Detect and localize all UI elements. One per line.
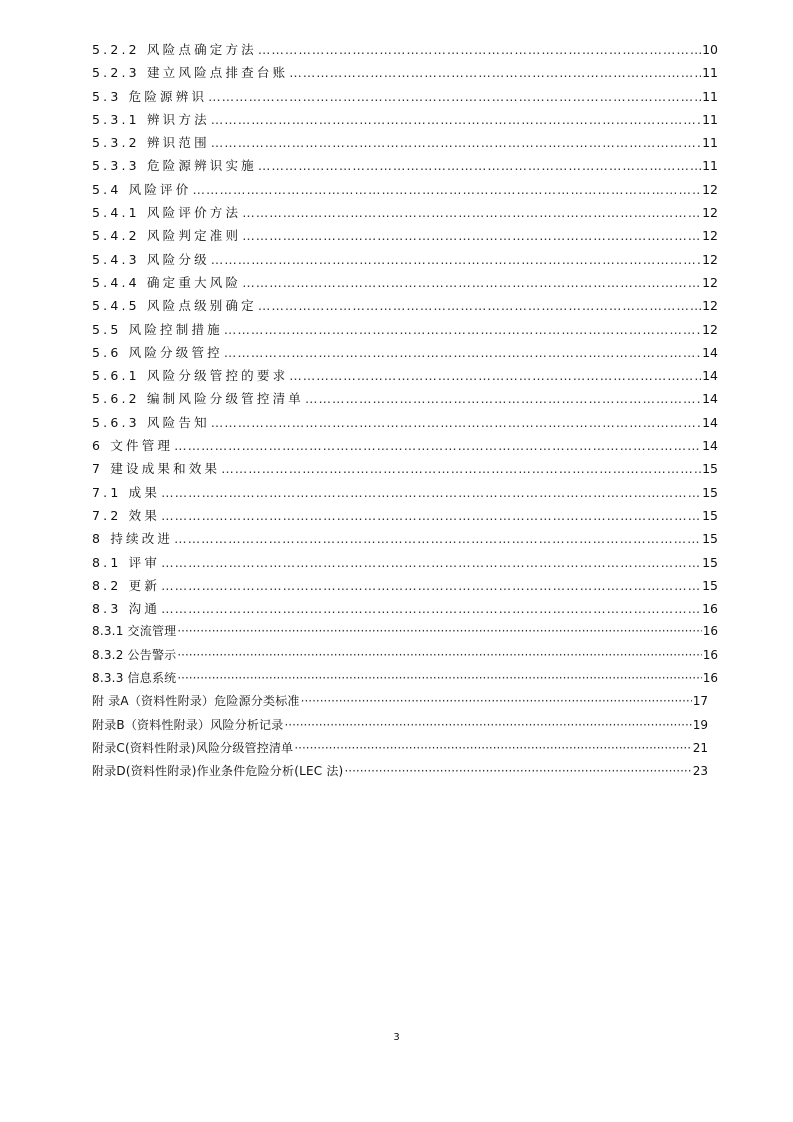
toc-entry-page: 10 xyxy=(702,42,718,57)
toc-entry-page: 15 xyxy=(702,507,718,523)
toc-entry-title: 8.3.2 公告警示 xyxy=(92,647,177,662)
toc-entry[interactable] xyxy=(92,273,718,296)
toc-entry-title: 8.3.3 信息系统 xyxy=(92,671,177,686)
toc-entry[interactable] xyxy=(92,250,718,273)
toc-entry-title: 5.4 风险评价 xyxy=(92,181,192,197)
toc-entry-page: 15 xyxy=(702,554,718,570)
dot-leader xyxy=(211,135,701,150)
toc-entry-page: 12 xyxy=(702,205,718,221)
toc-entry-title: 8.3.1 交流管理 xyxy=(92,624,177,639)
dot-leader xyxy=(208,89,701,104)
dot-leader xyxy=(242,228,701,243)
toc-entry[interactable] xyxy=(92,622,718,645)
toc-entry-page: 14 xyxy=(702,344,718,360)
toc-entry-page: 12 xyxy=(702,298,718,314)
dot-leader xyxy=(258,158,701,173)
dot-leader xyxy=(177,624,701,638)
toc-entry-title: 5.3 危险源辨识 xyxy=(92,88,208,104)
dot-leader xyxy=(211,415,701,430)
toc-entry-page: 19 xyxy=(692,717,708,732)
dot-leader xyxy=(301,694,692,708)
toc-entry[interactable] xyxy=(92,413,718,436)
toc-entry-page: 14 xyxy=(702,414,718,430)
toc-entry[interactable] xyxy=(92,63,718,86)
toc-entry-title: 6 文件管理 xyxy=(92,438,174,454)
page-number: 3 xyxy=(393,1032,400,1043)
dot-leader xyxy=(242,205,701,220)
dot-leader xyxy=(174,531,701,546)
toc-entry[interactable] xyxy=(92,553,718,576)
toc-entry-page: 15 xyxy=(702,461,718,477)
toc-entry-page: 16 xyxy=(702,601,718,617)
toc-entry[interactable] xyxy=(92,366,718,389)
dot-leader xyxy=(161,508,701,523)
toc-entry-page: 11 xyxy=(702,158,718,174)
toc-entry-page: 16 xyxy=(702,671,718,686)
toc-entry-title: 8 持续改进 xyxy=(92,531,174,547)
toc-entry[interactable] xyxy=(92,40,718,63)
dot-leader xyxy=(192,182,701,197)
toc-entry-page: 11 xyxy=(702,111,718,127)
toc-entry[interactable] xyxy=(92,483,718,506)
dot-leader xyxy=(258,42,701,57)
dot-leader xyxy=(284,718,691,732)
toc-entry[interactable] xyxy=(92,692,708,715)
dot-leader xyxy=(289,368,701,383)
toc-entry-page: 11 xyxy=(702,88,718,104)
toc-entry-page: 21 xyxy=(692,740,708,755)
toc-entry[interactable] xyxy=(92,716,708,739)
toc-entry-page: 15 xyxy=(702,484,718,500)
toc-entry-title: 7 建设成果和效果 xyxy=(92,461,221,477)
toc-entry[interactable] xyxy=(92,110,718,133)
toc-entry-title: 5.4.5 风险点级别确定 xyxy=(92,298,257,314)
toc-entry-page: 15 xyxy=(702,577,718,593)
toc-entry-page: 16 xyxy=(702,624,718,639)
toc-entry-title: 8.2 更新 xyxy=(92,577,161,593)
toc-entry[interactable] xyxy=(92,203,718,226)
toc-entry-title: 附录B（资料性附录）风险分析记录 xyxy=(92,717,284,732)
toc-entry[interactable] xyxy=(92,436,718,459)
toc-entry-title: 附录D(资料性附录)作业条件危险分析(LEC 法) xyxy=(92,764,344,779)
toc-entry-page: 14 xyxy=(702,368,718,384)
toc-entry[interactable] xyxy=(92,87,718,110)
dot-leader xyxy=(258,298,701,313)
dot-leader xyxy=(211,252,701,267)
toc-entry[interactable] xyxy=(92,180,718,203)
toc-entry-title: 5.6.1 风险分级管控的要求 xyxy=(92,368,289,384)
toc-entry-title: 7.1 成果 xyxy=(92,484,161,500)
toc-entry[interactable] xyxy=(92,459,718,482)
toc-entry-title: 5.2.3 建立风险点排查台账 xyxy=(92,65,289,81)
toc-entry[interactable] xyxy=(92,506,718,529)
dot-leader xyxy=(242,275,701,290)
toc-entry-title: 5.3.2 辨识范围 xyxy=(92,135,210,151)
toc-entry[interactable] xyxy=(92,320,718,343)
toc-entry-page: 15 xyxy=(702,531,718,547)
toc-entry-title: 5.3.3 危险源辨识实施 xyxy=(92,158,257,174)
toc-entry-title: 5.4.2 风险判定准则 xyxy=(92,228,242,244)
table-of-contents xyxy=(92,40,718,786)
toc-entry-title: 5.2.2 风险点确定方法 xyxy=(92,42,257,57)
dot-leader xyxy=(344,764,691,778)
toc-entry-title: 5.6.2 编制风险分级管控清单 xyxy=(92,391,304,407)
toc-entry-title: 8.3 沟通 xyxy=(92,601,161,617)
dot-leader xyxy=(161,578,701,593)
toc-entry-title: 5.3.1 辨识方法 xyxy=(92,111,210,127)
toc-entry-page: 12 xyxy=(702,274,718,290)
toc-entry-page: 23 xyxy=(692,764,708,779)
dot-leader xyxy=(174,438,701,453)
dot-leader xyxy=(211,112,701,127)
dot-leader xyxy=(177,648,701,662)
dot-leader xyxy=(224,322,701,337)
toc-entry-page: 17 xyxy=(692,694,708,709)
toc-entry-title: 附 录A（资料性附录）危险源分类标准 xyxy=(92,694,300,709)
toc-entry-title: 5.4.3 风险分级 xyxy=(92,251,210,267)
dot-leader xyxy=(177,671,701,685)
toc-entry-page: 16 xyxy=(702,647,718,662)
toc-entry-page: 12 xyxy=(702,321,718,337)
toc-entry[interactable] xyxy=(92,133,718,156)
dot-leader xyxy=(161,601,701,616)
dot-leader xyxy=(224,345,701,360)
toc-entry-title: 8.1 评审 xyxy=(92,554,161,570)
toc-entry-title: 5.6 风险分级管控 xyxy=(92,344,223,360)
toc-entry[interactable] xyxy=(92,343,718,366)
toc-entry[interactable] xyxy=(92,296,718,319)
toc-entry-page: 12 xyxy=(702,251,718,267)
dot-leader xyxy=(161,485,701,500)
toc-entry-page: 11 xyxy=(702,65,718,81)
toc-entry-page: 12 xyxy=(702,181,718,197)
toc-entry[interactable] xyxy=(92,529,718,552)
toc-entry-page: 14 xyxy=(702,391,718,407)
toc-entry-page: 14 xyxy=(702,438,718,454)
toc-entry[interactable] xyxy=(92,226,718,249)
dot-leader xyxy=(221,461,701,476)
toc-entry[interactable] xyxy=(92,599,718,622)
dot-leader xyxy=(305,391,701,406)
toc-entry[interactable] xyxy=(92,389,718,412)
dot-leader xyxy=(289,65,701,80)
toc-entry-title: 5.6.3 风险告知 xyxy=(92,414,210,430)
toc-entry-title: 附录C(资料性附录)风险分级管控清单 xyxy=(92,740,294,755)
toc-entry[interactable] xyxy=(92,156,718,179)
toc-entry[interactable] xyxy=(92,739,708,762)
toc-entry[interactable] xyxy=(92,646,718,669)
toc-entry[interactable] xyxy=(92,669,718,692)
toc-entry[interactable] xyxy=(92,762,708,785)
toc-entry-title: 5.5 风险控制措施 xyxy=(92,321,223,337)
toc-entry[interactable] xyxy=(92,576,718,599)
toc-entry-title: 5.4.1 风险评价方法 xyxy=(92,205,242,221)
toc-entry-title: 5.4.4 确定重大风险 xyxy=(92,274,242,290)
toc-entry-page: 11 xyxy=(702,135,718,151)
dot-leader xyxy=(294,741,691,755)
toc-entry-page: 12 xyxy=(702,228,718,244)
toc-entry-title: 7.2 效果 xyxy=(92,507,161,523)
dot-leader xyxy=(161,555,701,570)
